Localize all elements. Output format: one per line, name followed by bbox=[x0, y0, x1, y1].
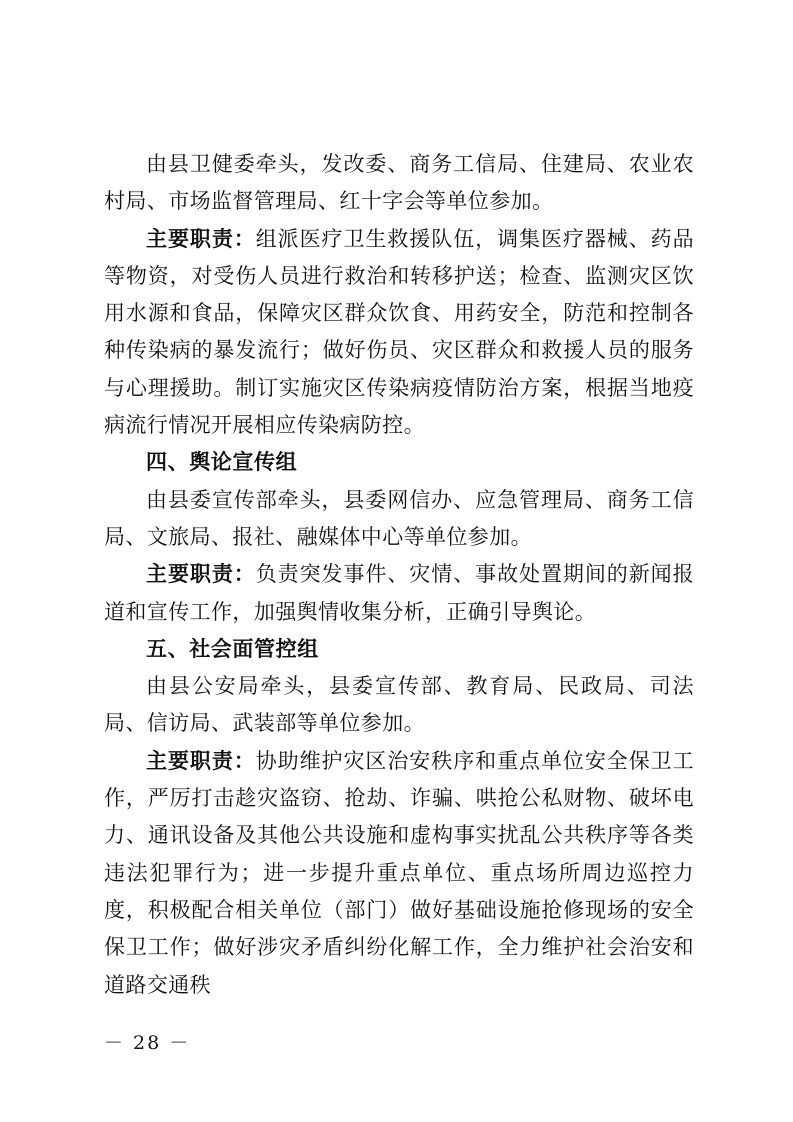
paragraph-publicity-duties bbox=[104, 556, 694, 631]
body-text bbox=[104, 146, 694, 1004]
section-heading-social-control: 五、社会面管控组 bbox=[146, 636, 319, 661]
page-number: － 28 － bbox=[104, 1032, 191, 1054]
duty-label: 主要职责： bbox=[146, 226, 256, 251]
duty-label: 主要职责： bbox=[146, 562, 256, 587]
paragraph-social-control-duties bbox=[104, 743, 694, 1004]
duty-text: 负责突发事件、灾情、事故处置期间的新闻报道和宣传工作，加强舆情收集分析，正确引导舆论。 bbox=[104, 562, 695, 624]
duty-text: 协助维护灾区治安秩序和重点单位安全保卫工作，严厉打击趁灾盗窃、抢劫、诈骗、哄抢公私财物、破坏电力、通讯设备及其他公共设施和虚构事实扰乱公共秩序等各类违法犯罪行为；进一步提升重点单位、重点场所周边巡控力度，积极配合相关单位（部门）做好基础设施抢修现场的安全保卫工作；做好涉灾矛盾纠纷化解工作，全力维护社会治安和道路交通秩 bbox=[104, 748, 695, 997]
paragraph-publicity-participants: 由县委宣传部牵头，县委网信办、应急管理局、商务工信局、文旅局、报社、融媒体中心等单位参加。 bbox=[104, 487, 694, 549]
paragraph-medical-participants: 由县卫健委牵头，发改委、商务工信局、住建局、农业农村局、市场监督管理局、红十字会等单位参加。 bbox=[104, 152, 694, 214]
paragraph-medical-duties bbox=[104, 221, 694, 445]
duty-text: 组派医疗卫生救援队伍，调集医疗器械、药品等物资，对受伤人员进行救治和转移护送；检查、监测灾区饮用水源和食品，保障灾区群众饮食、用药安全，防范和控制各种传染病的暴发流行；做好伤员、灾区群众和救援人员的服务与心理援助。制订实施灾区传染病疫情防治方案，根据当地疫病流行情况开展相应传染病防控。 bbox=[104, 226, 695, 438]
duty-label: 主要职责： bbox=[146, 748, 256, 773]
paragraph-social-control-participants: 由县公安局牵头，县委宣传部、教育局、民政局、司法局、信访局、武装部等单位参加。 bbox=[104, 674, 694, 736]
section-heading-publicity: 四、舆论宣传组 bbox=[146, 450, 298, 475]
